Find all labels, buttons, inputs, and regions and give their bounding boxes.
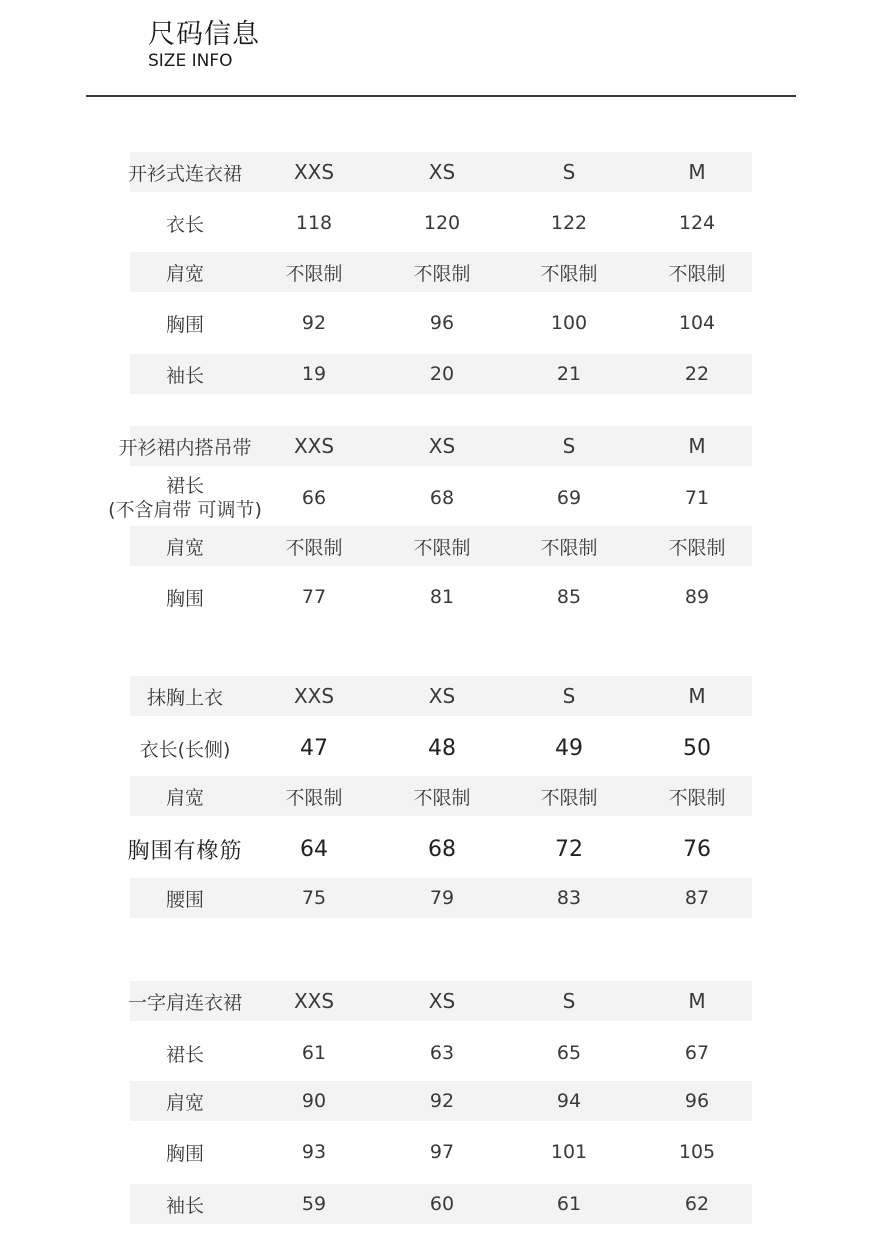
size-header-s: S [562, 434, 576, 458]
cell-value: 19 [301, 363, 327, 385]
row-label: 胸围 [165, 313, 204, 336]
cell-value: 61 [556, 1193, 582, 1215]
page-subtitle: SIZE INFO [148, 51, 233, 71]
cell-value: 96 [684, 1090, 710, 1112]
cell-value: 71 [684, 487, 710, 509]
cell-value: 63 [429, 1042, 455, 1064]
cell-value: 87 [684, 887, 710, 909]
size-header-m: M [688, 684, 706, 708]
table-row [0, 827, 872, 871]
cell-value: 79 [429, 887, 455, 909]
row-label: 袖长 [165, 364, 204, 387]
cell-value: 124 [678, 212, 716, 234]
cell-value: 122 [550, 212, 588, 234]
size-header-m: M [688, 160, 706, 184]
table-name: 抹胸上衣 [146, 686, 223, 709]
cell-value: 不限制 [285, 262, 343, 285]
cell-value: 47 [300, 735, 328, 761]
cell-value: 76 [683, 836, 711, 862]
cell-value: 97 [429, 1141, 455, 1163]
table-row [0, 1033, 872, 1073]
cell-value: 不限制 [413, 262, 471, 285]
size-header-xxs: XXS [293, 684, 335, 708]
row-label: 胸围有橡筋 [127, 838, 243, 864]
cell-value: 77 [301, 586, 327, 608]
row-label: 裙长 [165, 1043, 204, 1066]
table-header-row [0, 426, 872, 466]
row-label-main: 裙长 [165, 475, 204, 497]
size-header-s: S [562, 989, 576, 1013]
table-row [0, 354, 872, 394]
size-header-s: S [562, 684, 576, 708]
size-header-xxs: XXS [293, 989, 335, 1013]
size-header-s: S [562, 160, 576, 184]
size-header-xs: XS [428, 160, 456, 184]
row-label: 衣长(长侧) [139, 738, 231, 761]
row-label: 袖长 [165, 1194, 204, 1217]
cell-value: 72 [555, 836, 583, 862]
cell-value: 20 [429, 363, 455, 385]
table-row [0, 203, 872, 243]
table-row [0, 1184, 872, 1224]
cell-value: 不限制 [540, 536, 598, 559]
table-row [0, 577, 872, 617]
row-label: 肩宽 [165, 1091, 204, 1114]
header-divider [86, 95, 796, 97]
table-name: 一字肩连衣裙 [127, 991, 242, 1014]
cell-value: 50 [683, 735, 711, 761]
row-label: 肩宽 [165, 786, 204, 809]
row-label: 胸围 [165, 587, 204, 610]
row-label: 腰围 [165, 888, 204, 911]
row-label: 胸围 [165, 1142, 204, 1165]
cell-value: 66 [301, 487, 327, 509]
cell-value: 105 [678, 1141, 716, 1163]
cell-value: 不限制 [668, 536, 726, 559]
cell-value: 83 [556, 887, 582, 909]
cell-value: 92 [301, 312, 327, 334]
cell-value: 59 [301, 1193, 327, 1215]
cell-value: 不限制 [540, 262, 598, 285]
cell-value: 90 [301, 1090, 327, 1112]
cell-value: 68 [429, 487, 455, 509]
table-row [0, 1132, 872, 1172]
cell-value: 62 [684, 1193, 710, 1215]
table-row [0, 252, 872, 292]
cell-value: 93 [301, 1141, 327, 1163]
table-name: 开衫裙内搭吊带 [118, 436, 252, 459]
cell-value: 89 [684, 586, 710, 608]
cell-value: 不限制 [285, 536, 343, 559]
cell-value: 64 [300, 836, 328, 862]
row-label: 肩宽 [165, 536, 204, 559]
cell-value: 68 [428, 836, 456, 862]
table-header-row [0, 981, 872, 1021]
page-title: 尺码信息 [148, 19, 260, 50]
cell-value: 22 [684, 363, 710, 385]
cell-value: 120 [423, 212, 461, 234]
cell-value: 69 [556, 487, 582, 509]
size-header-m: M [688, 434, 706, 458]
cell-value: 94 [556, 1090, 582, 1112]
table-name: 开衫式连衣裙 [127, 162, 242, 185]
size-header-m: M [688, 989, 706, 1013]
row-label [95, 471, 275, 525]
cell-value: 96 [429, 312, 455, 334]
cell-value: 不限制 [413, 536, 471, 559]
cell-value: 65 [556, 1042, 582, 1064]
table-row [0, 526, 872, 566]
row-label-note: (不含肩带 可调节) [108, 499, 262, 521]
size-header-xs: XS [428, 434, 456, 458]
size-header-xxs: XXS [293, 434, 335, 458]
cell-value: 不限制 [668, 786, 726, 809]
table-row [0, 1081, 872, 1121]
row-label: 肩宽 [165, 262, 204, 285]
cell-value: 21 [556, 363, 582, 385]
size-header-xs: XS [428, 684, 456, 708]
cell-value: 不限制 [285, 786, 343, 809]
cell-value: 104 [678, 312, 716, 334]
size-header-xs: XS [428, 989, 456, 1013]
cell-value: 92 [429, 1090, 455, 1112]
cell-value: 85 [556, 586, 582, 608]
table-row [0, 303, 872, 343]
cell-value: 67 [684, 1042, 710, 1064]
cell-value: 75 [301, 887, 327, 909]
cell-value: 不限制 [668, 262, 726, 285]
cell-value: 101 [550, 1141, 588, 1163]
table-row [0, 471, 872, 525]
cell-value: 61 [301, 1042, 327, 1064]
table-header-row [0, 152, 872, 192]
cell-value: 118 [295, 212, 333, 234]
table-header-row [0, 676, 872, 716]
cell-value: 48 [428, 735, 456, 761]
cell-value: 49 [555, 735, 583, 761]
table-row [0, 727, 872, 769]
cell-value: 60 [429, 1193, 455, 1215]
table-row [0, 878, 872, 918]
size-header-xxs: XXS [293, 160, 335, 184]
cell-value: 100 [550, 312, 588, 334]
cell-value: 81 [429, 586, 455, 608]
cell-value: 不限制 [413, 786, 471, 809]
row-label: 衣长 [165, 213, 204, 236]
cell-value: 不限制 [540, 786, 598, 809]
table-row [0, 776, 872, 816]
